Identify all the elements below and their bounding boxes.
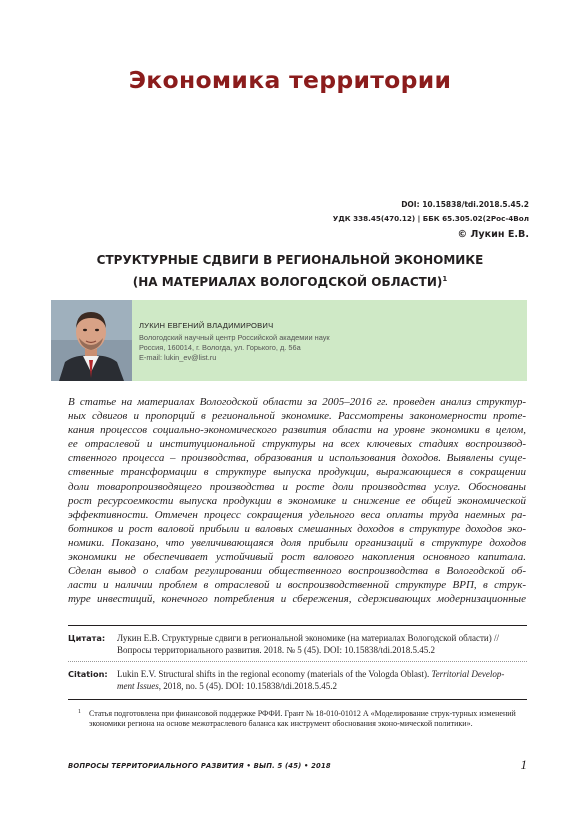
- citation-ru: [68, 633, 527, 657]
- citation-en-line1-wrap: [117, 669, 527, 681]
- article-title-line2: (НА МАТЕРИАЛАХ ВОЛОГОДСКОЙ ОБЛАСТИ): [132, 275, 443, 289]
- author-details: [139, 321, 330, 363]
- article-title-line2-wrap: [40, 270, 540, 292]
- author-info-box: [51, 300, 527, 381]
- author-email[interactable]: E-mail: lukin_ev@list.ru: [139, 353, 217, 362]
- copyright: © Лукин Е.В.: [457, 229, 529, 240]
- abstract-line: В статье на материалах Вологодской области за 2005–2016 гг. проведен анализ структур-: [68, 396, 526, 408]
- citation-ru-text: [117, 633, 527, 656]
- citation-divider: [68, 661, 527, 662]
- citation-en-line2a: ment Issues: [117, 680, 159, 691]
- citation-en-line1b: Territorial Develop-: [431, 669, 505, 679]
- abstract-line: ее отраслевой и институциональной структуры на всех ключевых стадиях воспроизвод-: [68, 438, 526, 451]
- abstract-line: экономики не обеспечивает устойчивый рост валового накопления основного капитала.: [68, 551, 526, 564]
- citation-en-line2b: , 2018, no. 5 (45). DOI: 10.15838/tdi.2018.5.45.2: [158, 680, 337, 691]
- footer-journal: ВОПРОСЫ ТЕРРИТОРИАЛЬНОГО РАЗВИТИЯ • ВЫП. 5 (45) • 2018: [68, 762, 331, 770]
- abstract-line: доли товаропроизводящего производства и росте доли производства услуг. Обоснованы: [68, 480, 526, 493]
- abstract: [68, 395, 526, 606]
- citation-ru-label: Цитата:: [68, 633, 106, 643]
- page-number: 1: [520, 757, 527, 772]
- author-name: ЛУКИН ЕВГЕНИЙ ВЛАДИМИРОВИЧ: [139, 321, 274, 330]
- abstract-line: ботников и рост валовой прибыли и валовых смешанных доходов в структуре доходов эко-: [68, 522, 526, 535]
- journal-section-title: Экономика территории: [128, 66, 452, 94]
- citation-en-line2-wrap: [117, 681, 527, 693]
- citation-ru-line1: Лукин Е.В. Структурные сдвиги в региональной экономике (на материалах Вологодской области) //: [117, 633, 499, 643]
- article-title: [40, 251, 540, 292]
- citation-en-label: Citation:: [68, 669, 108, 679]
- author-address: Россия, 160014, г. Вологда, ул. Горького, д. 56а: [139, 343, 301, 352]
- abstract-line: рост ресурсоемкости выпуска продукции в экономике и снижение ее общей экономической: [68, 494, 526, 507]
- udk-bbk: УДК 338.45(470.12) | ББК 65.305.02(2Рос-4Вол: [332, 214, 529, 223]
- abstract-line: ственного процесса – производства, образования и использования доходов. Выявлены суще-: [68, 452, 526, 465]
- footnote-mark: 1: [78, 709, 81, 715]
- citation-bottom-rule: [68, 699, 527, 700]
- citation-top-rule: [68, 625, 527, 626]
- abstract-line: ственные трансформации в структуре выпуска продукции, выражающиеся в сокращении: [68, 466, 526, 479]
- article-title-line1: СТРУКТУРНЫЕ СДВИГИ В РЕГИОНАЛЬНОЙ ЭКОНОМИКЕ: [96, 253, 484, 267]
- abstract-line: туре инвестиций, конечного потребления и сбережения, сдерживающих модернизационные: [68, 593, 526, 606]
- citation-en: [68, 669, 527, 693]
- doi: DOI: 10.15838/tdi.2018.5.45.2: [401, 200, 529, 209]
- abstract-line: ных сдвигов и пропорций в региональной экономике. Рассмотрены закономерности проте-: [68, 410, 526, 423]
- author-affiliation: Вологодский научный центр Российской академии наук: [139, 333, 330, 342]
- citation-en-text: [117, 669, 527, 692]
- abstract-line: Сделан вывод о слабом регулировании общественного воспроизводства в Вологодской об-: [68, 565, 526, 578]
- title-footnote-mark[interactable]: 1: [442, 275, 448, 283]
- abstract-line: кания процессов социально-экономического развития области на уровне экономики в целом,: [68, 424, 526, 437]
- abstract-line: эффективности. Отмечен процесс сокращения удельного веса оплаты труда наемных ра-: [68, 508, 526, 521]
- author-photo: [51, 300, 132, 381]
- abstract-line: ласти и наличии проблем в отраслевой и воспроизводственной структуре ВРП, в струк-: [68, 579, 526, 592]
- abstract-line: номики. Показано, что увеличивающаяся доля прибыли организаций в структуре доходов: [68, 536, 526, 549]
- citation-en-line1a: Lukin E.V. Structural shifts in the regional economy (materials of the Vologda Oblast).: [117, 669, 432, 679]
- footnote-text: Статья подготовлена при финансовой поддержке РФФИ. Грант № 18-010-01012 А «Моделирование струк-турных изменений экономики региона на основе межотраслевого баланса как инструмент обоснования эконо-мической политики».: [89, 709, 516, 728]
- footnote: [68, 709, 527, 729]
- citation-ru-line2: Вопросы территориального развития. 2018. № 5 (45). DOI: 10.15838/tdi.2018.5.45.2: [117, 644, 435, 655]
